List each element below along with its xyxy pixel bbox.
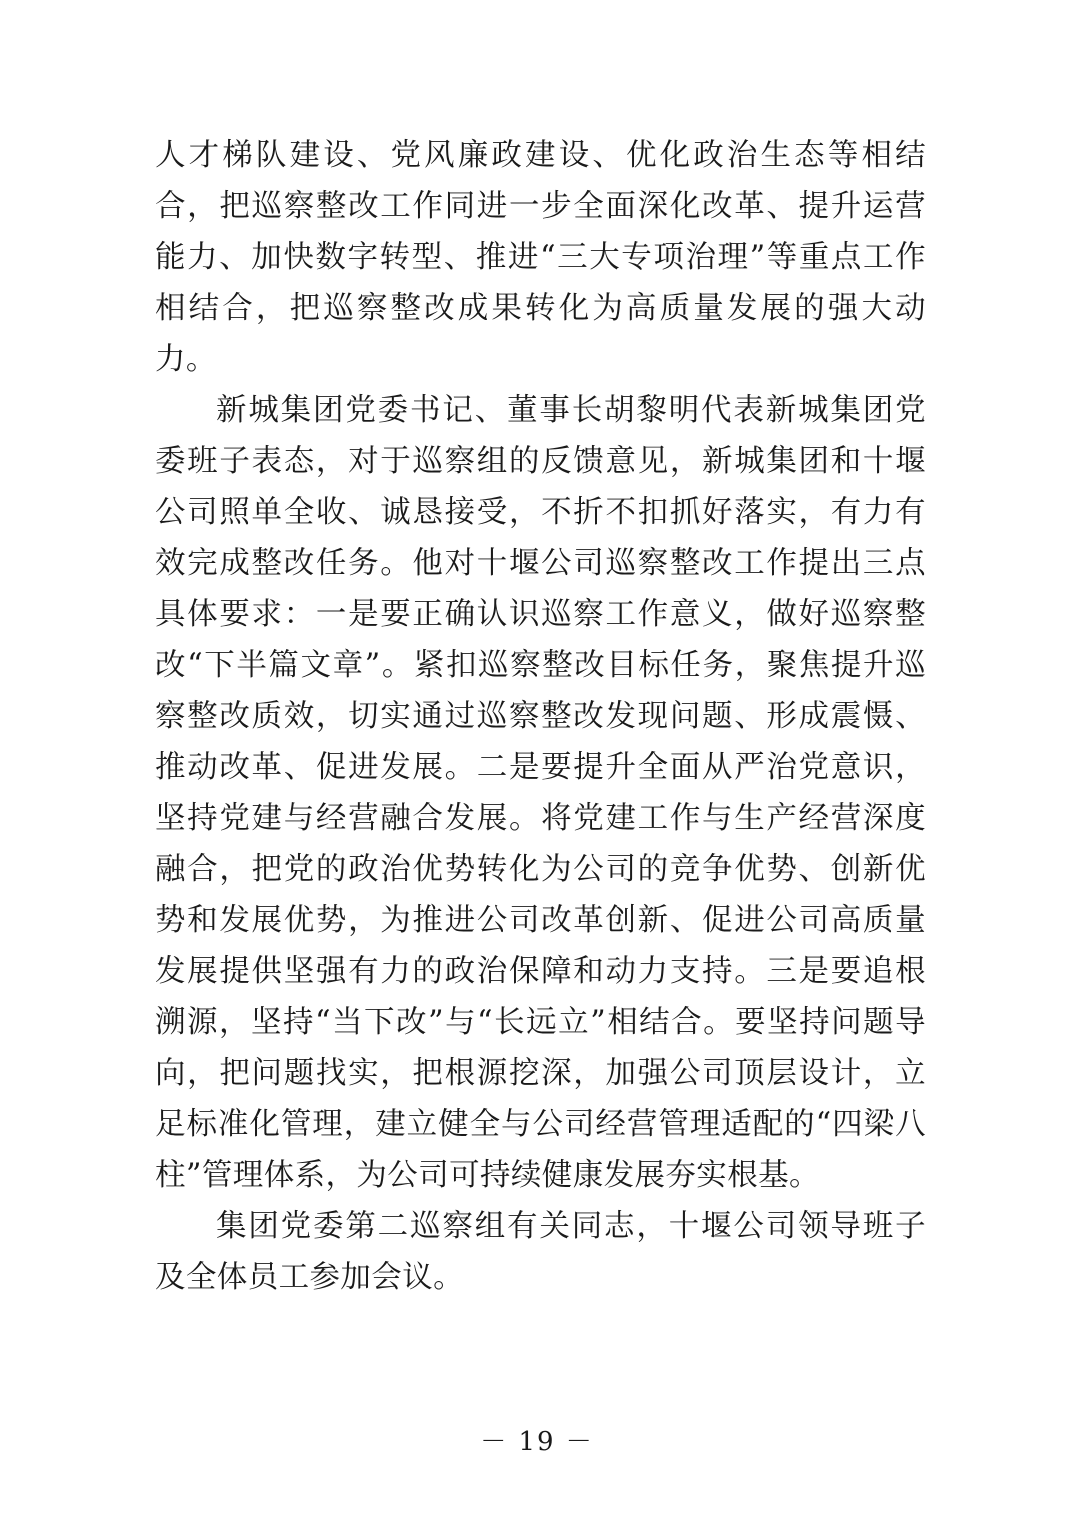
paragraph-1: 人才梯队建设、党风廉政建设、优化政治生态等相结合，把巡察整改工作同进一步全面深化改革、提升运营能力、加快数字转型、推进“三大专项治理”等重点工作相结合，把巡察整改成果转化为高质量发展的强大动力。 xyxy=(155,138,926,377)
paragraph-2: 新城集团党委书记、董事长胡黎明代表新城集团党委班子表态，对于巡察组的反馈意见，新城集团和十堰公司照单全收、诚恳接受，不折不扣抓好落实，有力有效完成整改任务。他对十堰公司巡察整改工作提出三点具体要求：一是要正确认识巡察工作意义，做好巡察整改“下半篇文章”。紧扣巡察整改目标任务，聚焦提升巡察整改质效，切实通过巡察整改发现问题、形成震慑、推动改革、促进发展。二是要提升全面从严治党意识，坚持党建与经营融合发展。将党建工作与生产经营深度融合，把党的政治优势转化为公司的竞争优势、创新优势和发展优势，为推进公司改革创新、促进公司高质量发展提供坚强有力的政治保障和动力支持。三是要追根溯源，坚持“当下改”与“长远立”相结合。要坚持问题导向，把问题找实，把根源挖深，加强公司顶层设计，立足标准化管理，建立健全与公司经营管理适配的“四梁八柱”管理体系，为公司可持续健康发展夯实根基。 xyxy=(155,393,926,1193)
paragraph-3: 集团党委第二巡察组有关同志，十堰公司领导班子及全体员工参加会议。 xyxy=(155,1209,926,1295)
document-body xyxy=(155,130,926,1303)
page-number: － 19 － xyxy=(480,1427,594,1457)
